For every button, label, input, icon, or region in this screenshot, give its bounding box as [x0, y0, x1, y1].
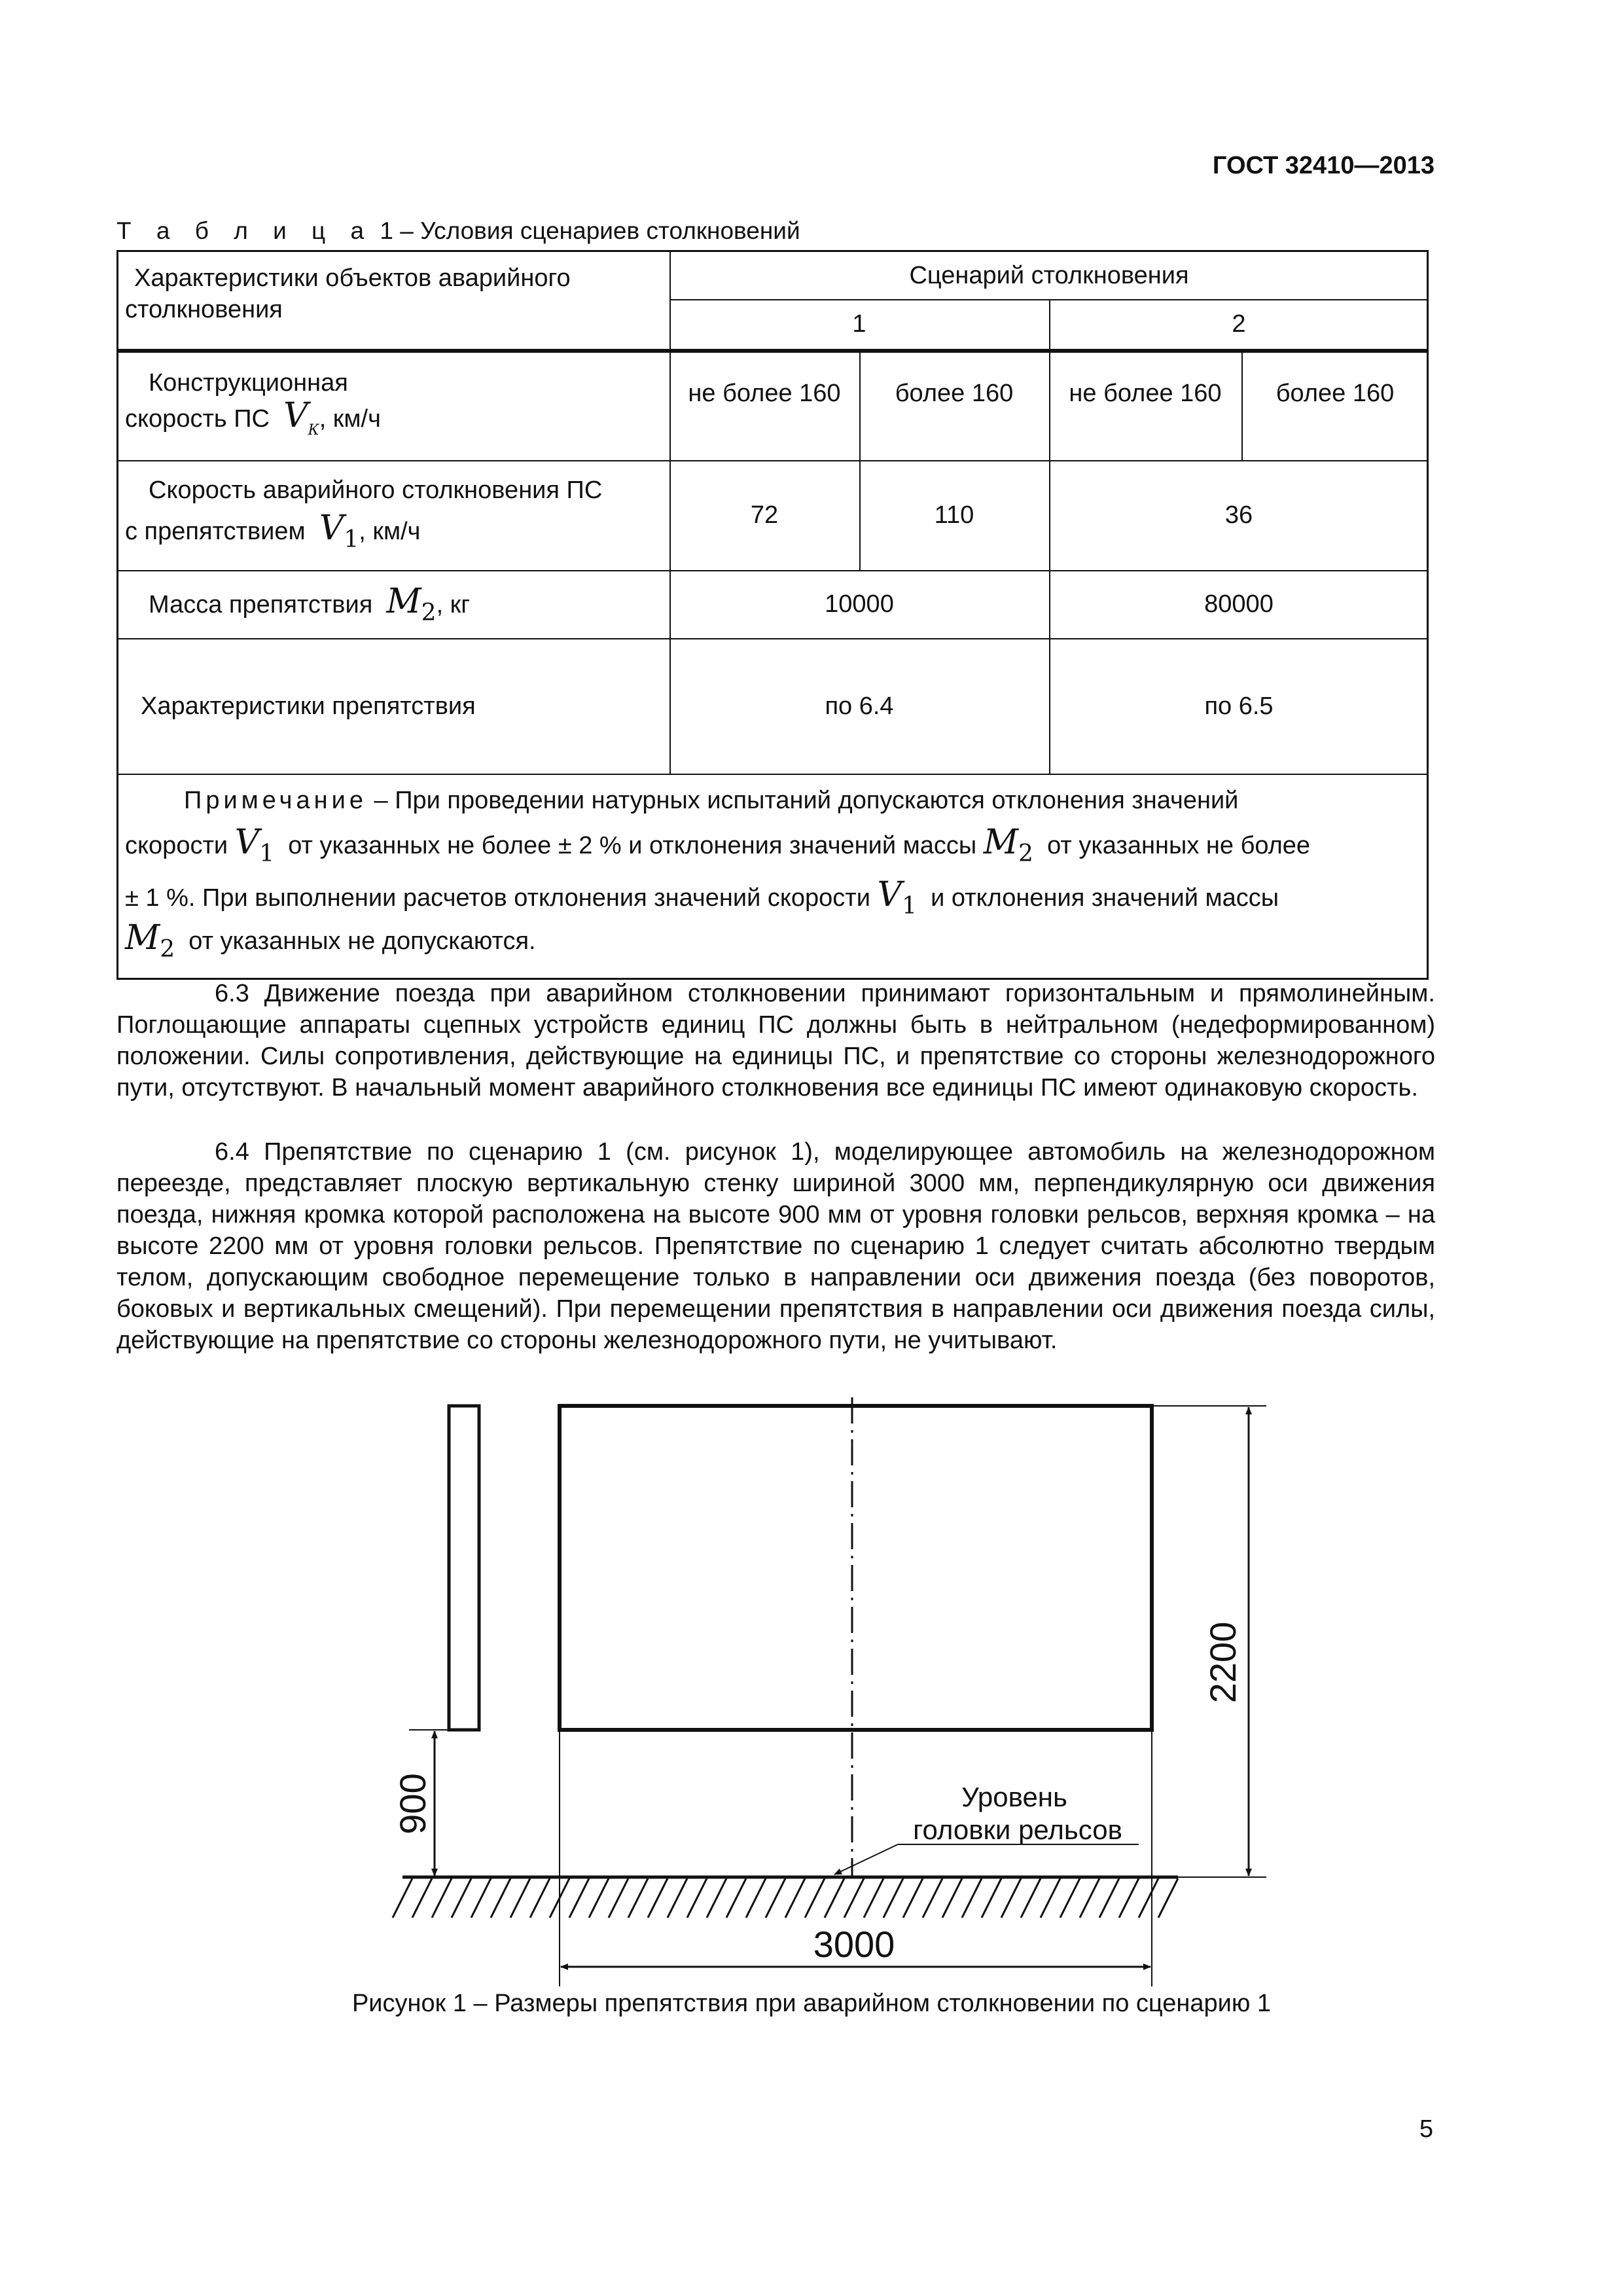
row-label-design-speed-line1: Конструкционная [149, 369, 348, 397]
cell-design-speed-s2a: не более 160 [1069, 380, 1222, 407]
page-number: 5 [1419, 2115, 1433, 2143]
figure-caption: Рисунок 1 – Размеры препятствия при аварийном столкновении по сценарию 1 [351, 1990, 1272, 2017]
cell-characteristics-s1: по 6.4 [825, 692, 894, 720]
row-label-mass: Масса препятствия M2, кг [149, 582, 471, 626]
row-label-collision-speed: с препятствием V1, км/ч [125, 509, 421, 553]
dimension-label-2200: 2200 [1202, 1621, 1243, 1704]
paragraph-6-4: 6.4 Препятствие по сценарию 1 (см. рисунок 1), моделирующее автомобиль на железнодорожном переезде, представляет плоскую вертикальную стенку шириной 3000 мм, перпендикулярную оси движения поезда, нижняя кромка которой расположена на высоте 900 мм от уровня головки рельсов, верхняя кромка – на высоте 2200 мм от уровня головки рельсов. Препятствие по сценарию 1 следует считать абсолютно твердым телом, допускающим свободное перемещение только в направлении оси движения поезда (без поворотов, боковых и вертикальных смещений). При перемещении препятствия в направлении оси движения поезда силы, действующие на препятствие со стороны железнодорожного пути, не учитывают. [116, 1138, 1435, 1354]
header-objects: Характеристики объектов аварийного столкновения [125, 264, 571, 323]
row-label-characteristics: Характеристики препятствия [141, 692, 476, 720]
standard-number: ГОСТ 32410—2013 [1212, 152, 1435, 179]
table-caption-title: 1 – Условия сценариев столкновений [373, 217, 800, 244]
cell-characteristics-s2: по 6.5 [1204, 692, 1274, 720]
cell-collision-speed-s1a: 72 [750, 501, 779, 529]
rail-level-label-line2: головки рельсов [913, 1814, 1122, 1845]
obstacle-front-view [560, 1406, 1152, 1730]
header-scenario-1: 1 [852, 310, 866, 338]
obstacle-side-view [449, 1406, 479, 1730]
dimension-label-900: 900 [392, 1773, 433, 1835]
header-scenario: Сценарий столкновения [909, 262, 1189, 289]
cell-design-speed-s1b: более 160 [895, 380, 1014, 407]
ground-hatching [393, 1878, 1178, 1918]
row-label-collision-speed-line1: Скорость аварийного столкновения ПС [149, 476, 603, 504]
cell-mass-s2: 80000 [1204, 590, 1274, 618]
cell-design-speed-s1a: не более 160 [688, 380, 841, 407]
note-line-1: Примечание – При проведении натурных испытаний допускаются отклонения значений [184, 787, 1239, 814]
cell-mass-s1: 10000 [825, 590, 894, 618]
table-caption-prefix: Т а б л и ц а [116, 217, 374, 244]
cell-design-speed-s2b: более 160 [1275, 380, 1395, 407]
rail-level-label-line1: Уровень [961, 1782, 1067, 1812]
leader-line-arrow [834, 1844, 898, 1874]
note-line-4: M2 от указанных не допускаются. [125, 918, 536, 963]
note-line-2: скорости V1 от указанных не более ± 2 % и отклонения значений массы M2 от указанных не более [125, 823, 1311, 867]
cell-collision-speed-s2: 36 [1224, 501, 1253, 529]
dimension-label-3000: 3000 [813, 1924, 895, 1965]
header-scenario-2: 2 [1232, 310, 1246, 338]
paragraph-6-3: 6.3 Движение поезда при аварийном столкновении принимают горизонтальным и прямолинейным. Поглощающие аппараты сцепных устройств единиц ПС должны быть в нейтральном (недеформированном) положении. Силы сопротивления, действующие на единицы ПС, и препятствие со стороны железнодорожного пути, отсутствуют. В начальный момент аварийного столкновения все единицы ПС имеют одинаковую скорость. [116, 980, 1435, 1102]
note-line-3: ± 1 %. При выполнении расчетов отклонения значений скорости V1 и отклонения значений массы [125, 875, 1279, 920]
cell-collision-speed-s1b: 110 [934, 501, 974, 529]
row-label-design-speed: скорость ПС $V_К$, км/ч [125, 396, 381, 439]
